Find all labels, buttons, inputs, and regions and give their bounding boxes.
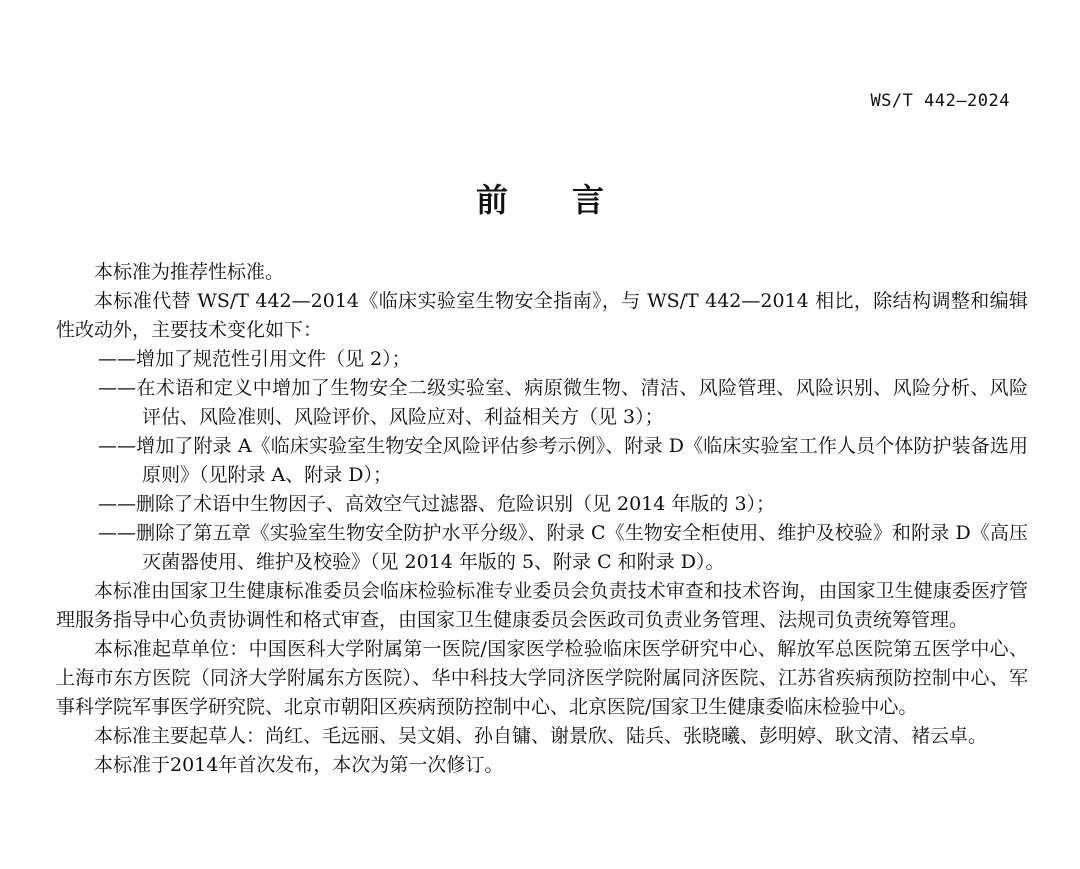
- foreword-body: [56, 258, 1028, 780]
- change-item: ——在术语和定义中增加了生物安全二级实验室、病原微生物、清洁、风险管理、风险识别、风险分析、风险评估、风险准则、风险评价、风险应对、利益相关方（见 3）；: [98, 377, 1028, 428]
- paragraph-recommendation: 本标准为推荐性标准。: [94, 261, 285, 283]
- standard-code: WS/T 442—2024: [870, 91, 1010, 111]
- paragraph-drafters: 本标准主要起草人：尚红、毛远丽、吴文娟、孙自镛、谢景欣、陆兵、张晓曦、彭明婷、耿文清、褚云卓。: [94, 725, 988, 747]
- paragraph-publication-history: 本标准于2014年首次发布，本次为第一次修订。: [94, 754, 504, 776]
- change-item: ——删除了第五章《实验室生物安全防护水平分级》、附录 C《生物安全柜使用、维护及校验》和附录 D《高压灭菌器使用、维护及校验》（见 2014 年版的 5、附录 C 和附录 D）。: [98, 522, 1028, 573]
- change-item: ——删除了术语中生物因子、高效空气过滤器、危险识别（见 2014 年版的 3）；: [98, 493, 776, 515]
- paragraph-replacement: 本标准代替 WS/T 442—2014《临床实验室生物安全指南》，与 WS/T 442—2014 相比，除结构调整和编辑性改动外，主要技术变化如下：: [56, 290, 1028, 341]
- paragraph-review-authority: 本标准由国家卫生健康标准委员会临床检验标准专业委员会负责技术审查和技术咨询，由国家卫生健康委医疗管理服务指导中心负责协调性和格式审查，由国家卫生健康委员会医政司负责业务管理、法规司负责统筹管理。: [56, 580, 1028, 631]
- change-item: ——增加了附录 A《临床实验室生物安全风险评估参考示例》、附录 D《临床实验室工作人员个体防护装备选用原则》（见附录 A、附录 D）；: [98, 435, 1028, 486]
- page-title: 前言: [475, 181, 668, 219]
- paragraph-drafting-units: 本标准起草单位：中国医科大学附属第一医院/国家医学检验临床医学研究中心、解放军总医院第五医学中心、上海市东方医院（同济大学附属东方医院）、华中科技大学同济医学院附属同济医院、江苏省疾病预防控制中心、军事科学院军事医学研究院、北京市朝阳区疾病预防控制中心、北京医院/国家卫生健康委临床检验中心。: [56, 638, 1028, 718]
- change-item: ——增加了规范性引用文件（见 2）；: [98, 348, 411, 370]
